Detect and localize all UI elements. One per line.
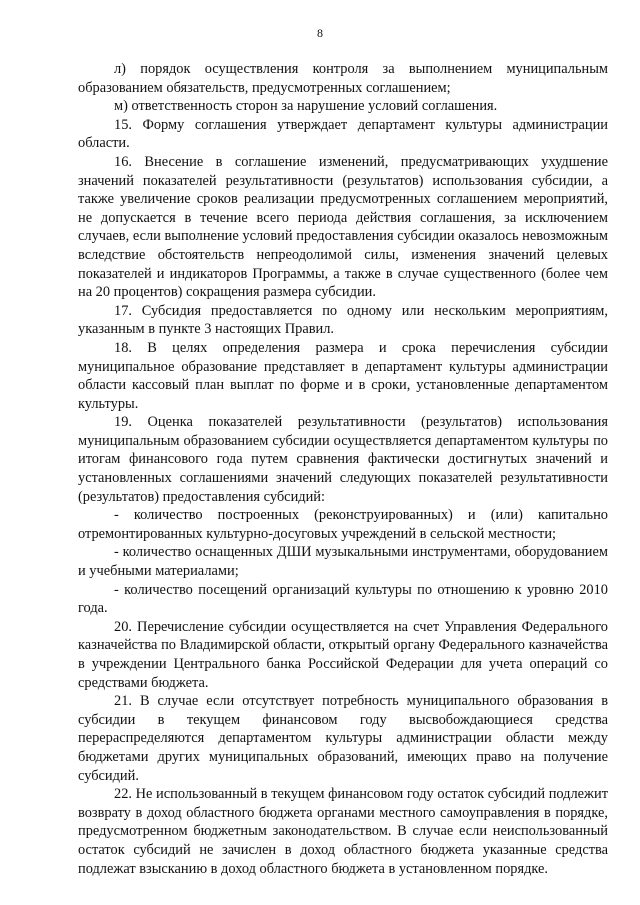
paragraph-m: м) ответственность сторон за нарушение условий соглашения. [114,98,498,115]
paragraph-18: 18. В целях определения размера и срока перечисления субсидии муниципальное образование представляет в департамент культуры администрации области кассовый план выплат по форме и в сроки, установленные департаментом культуры. [78,339,608,412]
list-item: - количество оснащенных ДШИ музыкальными инструментами, оборудованием и учебными материалами; [78,544,608,580]
list-item: - количество построенных (реконструированных) и (или) капитально отремонтированных культурно-досуговых учреждений в сельской местности; [78,507,608,542]
paragraph-16: 16. Внесение в соглашение изменений, предусматривающих ухудшение значений показателей результативности (результатов) использования субсидии, а также увеличение сроков реализации предусмотренных соглашением мероприятий, не допускается в течение всего периода действия соглашения, за исключением случаев, если выполнение условий предоставления субсидии оказалось невозможным вследствие обстоятельств непреодолимой силы, изменения значений целевых показателей и индикаторов Программы, а также в случае существенного (более чем на 20 процентов) сокращения размера субсидии. [78,153,608,301]
page-number: 8 [317,26,323,40]
paragraph-20: 20. Перечисление субсидии осуществляется на счет Управления Федерального казначейства по Владимирской области, открытый органу Федерального казначейства в учреждении Центрального банка Российской Федерации для учета операций со средствами бюджета. [78,618,608,691]
document-body [78,60,608,878]
paragraph-22: 22. Не использованный в текущем финансовом году остаток субсидий подлежит возврату в доход областного бюджета органами местного самоуправления в порядке, предусмотренном бюджетным законодательством. В случае если неиспользованный остаток субсидий не зачислен в доход областного бюджета указанные средства подлежат взысканию в доход областного бюджета в установленном порядке. [78,786,608,877]
paragraph-17: 17. Субсидия предоставляется по одному или нескольким мероприятиям, указанным в пункте 3 настоящих Правил. [78,302,608,338]
paragraph-l: л) порядок осуществления контроля за выполнением муниципальным образованием обязательств, предусмотренных соглашением; [78,61,608,96]
paragraph-21: 21. В случае если отсутствует потребность муниципального образования в субсидии в текущем финансовом году высвобождающиеся средства перераспределяются департаментом культуры администрации области между бюджетами других муниципальных образований, имеющих право на получение субсидий. [78,693,608,784]
list-item: - количество посещений организаций культуры по отношению к уровню 2010 года. [78,581,608,617]
paragraph-15: 15. Форму соглашения утверждает департамент культуры администрации области. [78,116,608,152]
paragraph-19: 19. Оценка показателей результативности (результатов) использования муниципальным образованием субсидии осуществляется департаментом культуры по итогам финансового года путем сравнения фактически достигнутых значений и установленных соглашениями значений следующих показателей результативности (результатов) предоставления субсидий: [78,414,608,505]
